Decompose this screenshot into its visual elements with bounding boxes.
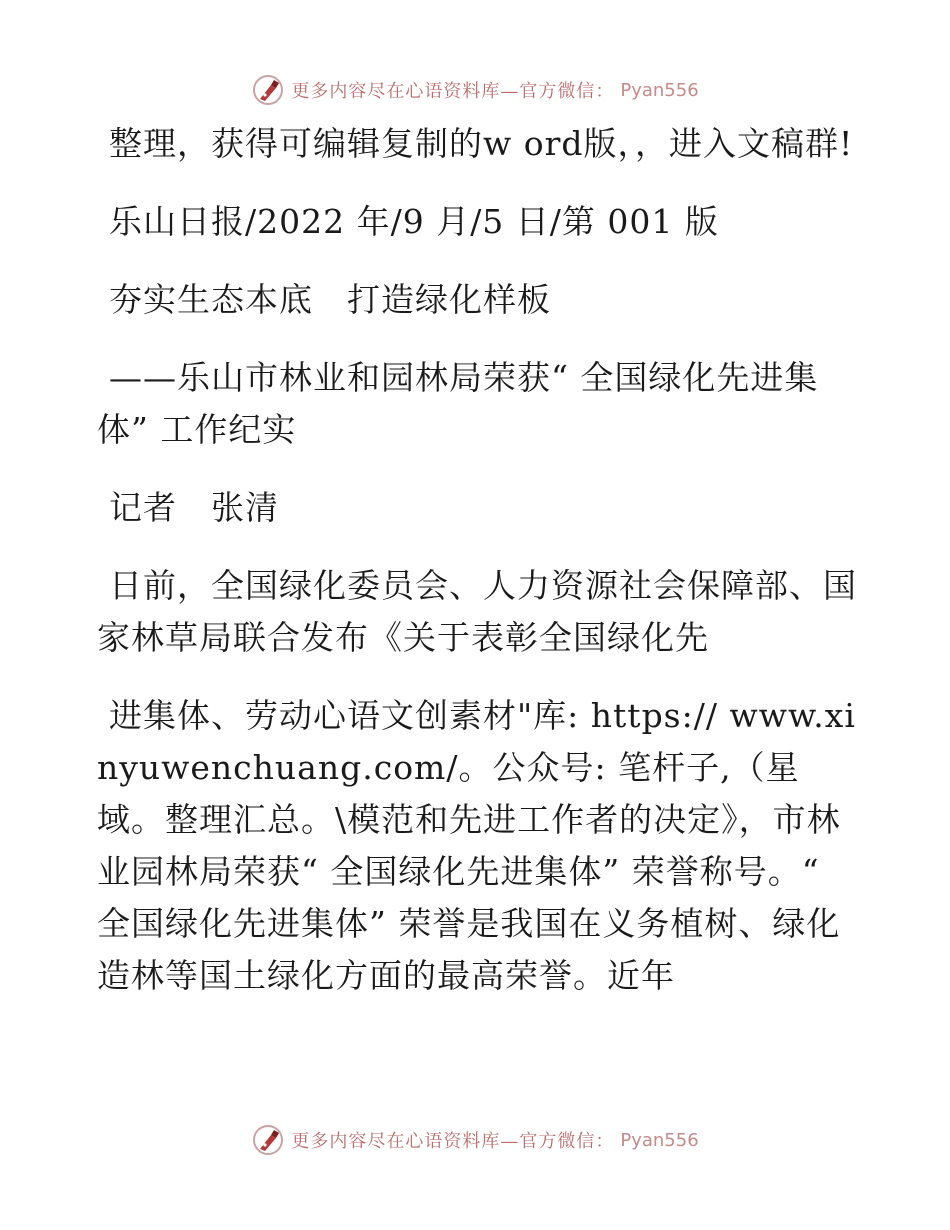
banner-contact: Pyan556	[620, 79, 699, 101]
banner-text: 更多内容尽在心语资料库—官方微信：	[291, 1131, 615, 1152]
pen-nib-logo-icon	[251, 73, 285, 107]
paragraph-source: 乐山日报/2022 年/9 月/5 日/第 001 版	[109, 202, 719, 241]
banner-contact: Pyan556	[620, 1129, 699, 1151]
pen-nib-logo-icon	[251, 1123, 285, 1157]
footer-watermark-banner	[0, 1120, 950, 1160]
header-watermark-banner	[0, 70, 950, 110]
paragraph-byline: 记者 张清	[109, 488, 279, 527]
paragraph-subheadline: ——乐山市林业和园林局荣获“ 全国绿化先进集体” 工作纪实	[97, 358, 819, 449]
paragraph-headline: 夯实生态本底 打造绿化样板	[109, 280, 551, 319]
paragraph-intro: 整理，获得可编辑复制的w ord版，，进入文稿群!	[109, 124, 854, 163]
paragraph-body-2: 进集体、劳动心语文创素材"库: https:// www.xinyuwenchuang.com/。公众号: 笔杆子,（星域。整理汇总。\模范和先进工作者的决定》，市林业园林局荣获“ 全国绿化先进集体” 荣誉称号。“ 全国绿化先进集体” 荣誉是我国在义务植树、绿化造林等国土绿化方面的最高荣誉。近年	[97, 696, 856, 995]
paragraph-body-1: 日前，全国绿化委员会、人力资源社会保障部、国家林草局联合发布《关于表彰全国绿化先	[97, 566, 857, 657]
banner-text: 更多内容尽在心语资料库—官方微信：	[291, 81, 615, 102]
document-body	[97, 118, 857, 1028]
